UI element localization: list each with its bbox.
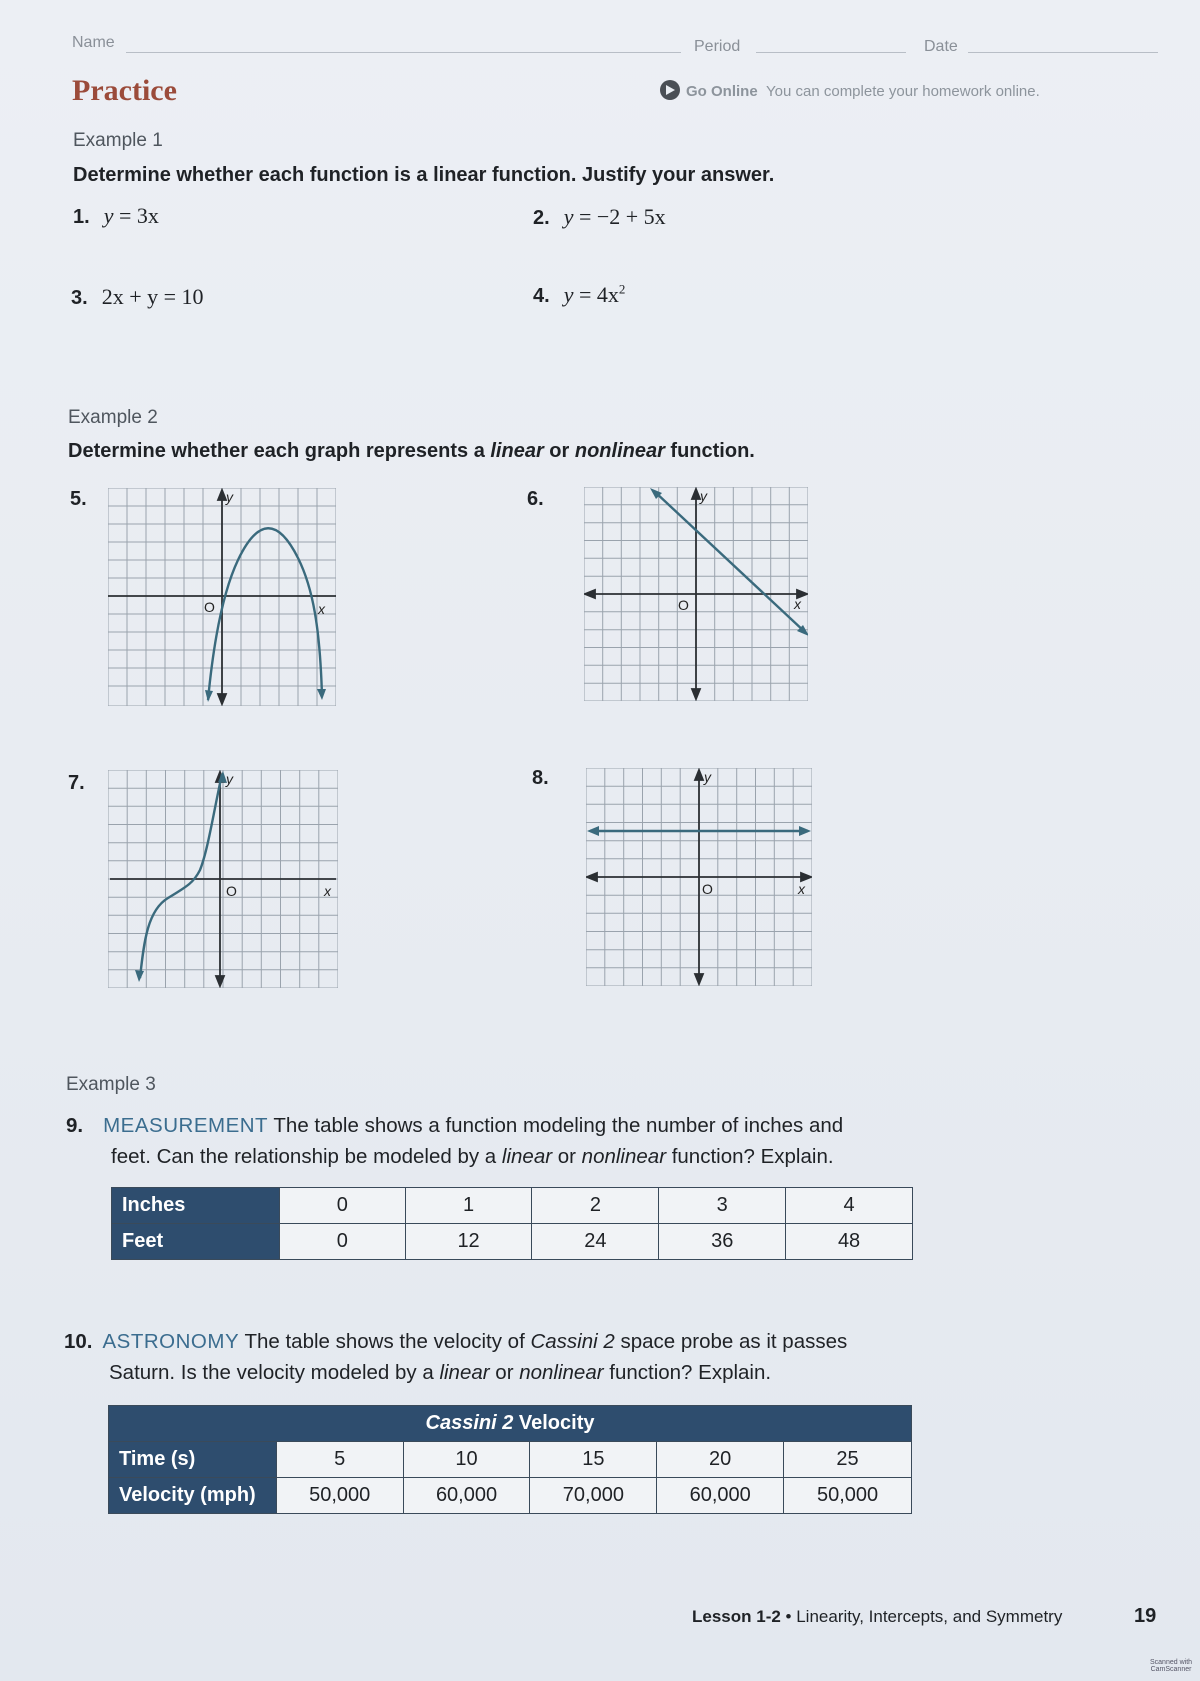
cassini-velocity-table (108, 1405, 912, 1514)
table-row (109, 1478, 912, 1514)
table-cell: 70,000 (530, 1478, 657, 1514)
go-online-icon (660, 80, 680, 100)
graph-8 (586, 768, 812, 986)
go-online-text: You can complete your homework online. (766, 83, 1040, 100)
graph-5 (108, 488, 336, 706)
graph-7-number: 7. (68, 772, 85, 794)
problem-3: 3. 2x + y = 10 (71, 284, 204, 309)
graph-7 (108, 770, 338, 988)
graph-5-origin: O (204, 599, 215, 615)
graph-7-curve (140, 774, 222, 978)
date-label: Date (924, 38, 958, 55)
page-title: Practice (72, 74, 177, 107)
table-cell: 24 (532, 1224, 659, 1260)
example-1-label: Example 1 (73, 130, 163, 151)
graph-7-x-label: x (324, 883, 331, 899)
table-caption: Cassini 2 Velocity (109, 1406, 912, 1442)
graph-6-number: 6. (527, 488, 544, 510)
example-2-instruction: Determine whether each graph represents a linear or nonlinear function. (68, 440, 755, 462)
table-cell: 50,000 (784, 1478, 912, 1514)
row-header-inches: Inches (112, 1188, 280, 1224)
graph-6 (584, 487, 808, 701)
table-cell: 0 (279, 1188, 405, 1224)
table-cell: 60,000 (657, 1478, 784, 1514)
row-header-velocity: Velocity (mph) (109, 1478, 277, 1514)
footer-lesson: Lesson 1-2 • Linearity, Intercepts, and Symmetry (692, 1607, 1063, 1626)
example-2-label: Example 2 (68, 407, 158, 428)
graph-7-y-label: y (226, 771, 233, 787)
problem-4: 4. $y = 4x^2$ (533, 282, 626, 308)
name-line (126, 52, 681, 53)
graph-6-y-label: y (700, 488, 707, 504)
table-cell: 20 (657, 1442, 784, 1478)
table-cell: 48 (786, 1224, 913, 1260)
table-row (112, 1188, 913, 1224)
table-cell: 36 (659, 1224, 786, 1260)
problem-10: 10. ASTRONOMY The table shows the velocity of Cassini 2 space probe as it passes Saturn. Is the velocity modeled by a linear or nonlinear function? Explain. (64, 1330, 848, 1384)
graph-5-y-label: y (226, 489, 233, 505)
graph-8-x-label: x (798, 881, 805, 897)
table-row (112, 1224, 913, 1260)
table-cell: 50,000 (276, 1478, 403, 1514)
table-cell: 12 (405, 1224, 532, 1260)
inches-feet-table (111, 1187, 913, 1260)
row-header-time: Time (s) (109, 1442, 277, 1478)
date-line (968, 52, 1158, 53)
table-cell: 1 (405, 1188, 532, 1224)
graph-6-x-label: x (794, 596, 801, 612)
table-cell: 10 (403, 1442, 530, 1478)
graph-8-origin: O (702, 881, 713, 897)
graph-5-number: 5. (70, 488, 87, 510)
name-label: Name (72, 34, 115, 51)
table-cell: 5 (276, 1442, 403, 1478)
table-cell: 2 (532, 1188, 659, 1224)
go-online-label: Go Online (686, 83, 758, 100)
problem-1: 1. y = 3x (73, 203, 159, 228)
example-1-instruction: Determine whether each function is a linear function. Justify your answer. (73, 164, 775, 186)
table-cell: 15 (530, 1442, 657, 1478)
graph-5-x-label: x (318, 601, 325, 617)
table-row (109, 1442, 912, 1478)
table-cell: 25 (784, 1442, 912, 1478)
table-caption-row (109, 1406, 912, 1442)
graph-8-number: 8. (532, 767, 549, 789)
row-header-feet: Feet (112, 1224, 280, 1260)
graph-6-origin: O (678, 597, 689, 613)
period-label: Period (694, 38, 741, 55)
graph-8-y-label: y (704, 769, 711, 785)
period-line (756, 52, 906, 53)
example-3-label: Example 3 (66, 1074, 156, 1095)
table-cell: 60,000 (403, 1478, 530, 1514)
page-number: 19 (1134, 1605, 1157, 1627)
table-cell: 0 (279, 1224, 405, 1260)
camscanner-watermark: Scanned with CamScanner (1150, 1659, 1193, 1673)
go-online-banner (660, 80, 1040, 100)
table-cell: 3 (659, 1188, 786, 1224)
table-cell: 4 (786, 1188, 913, 1224)
problem-9: 9. MEASUREMENT The table shows a function modeling the number of inches and feet. Can the relationship be modeled by a linear or nonlinear function? Explain. (66, 1114, 844, 1168)
problem-2: 2. y = −2 + 5x (533, 204, 666, 229)
graph-7-origin: O (226, 883, 237, 899)
